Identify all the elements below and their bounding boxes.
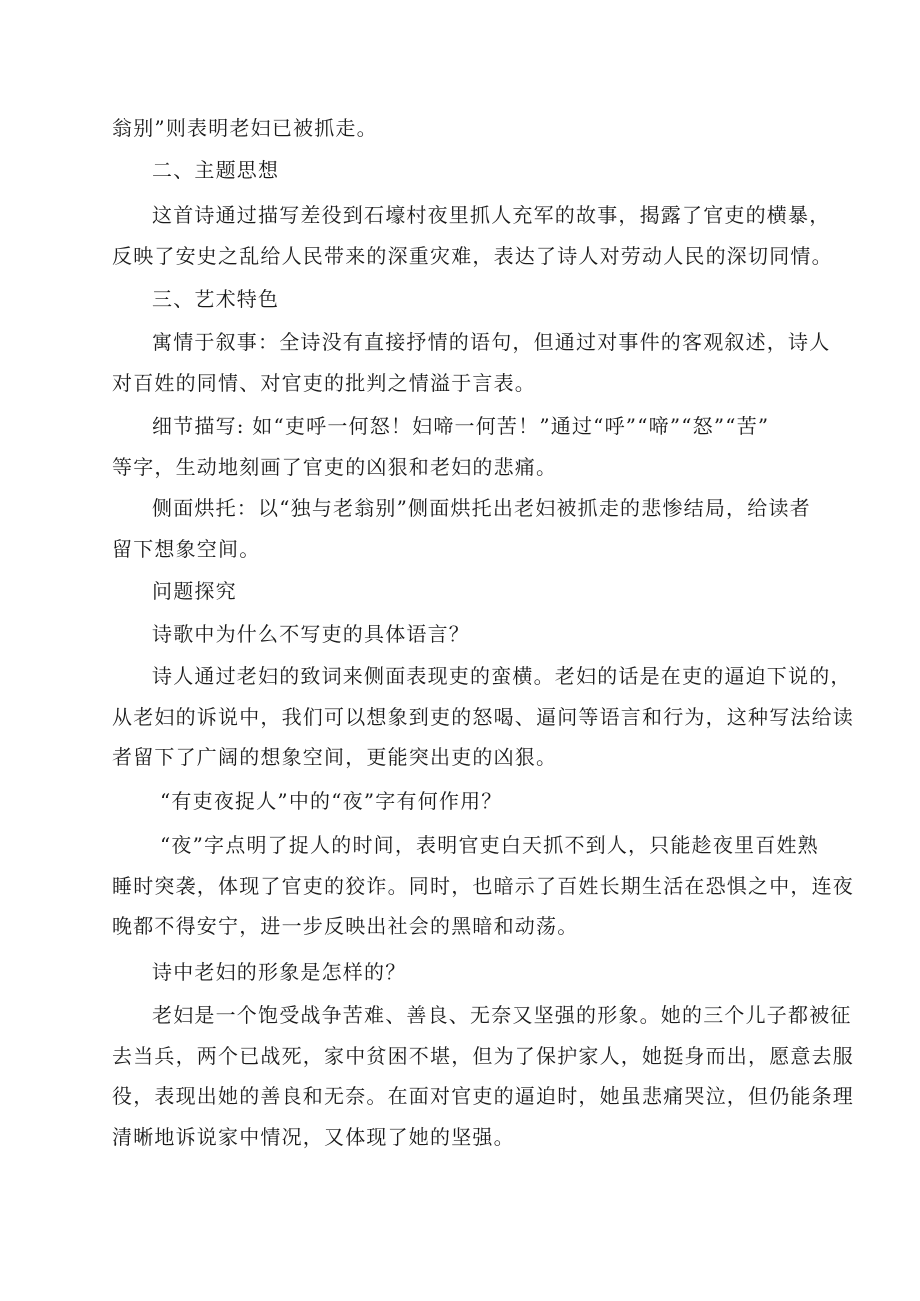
question-text: 诗歌中为什么不写吏的具体语言？ (152, 622, 470, 646)
paragraph-contrast (112, 488, 812, 569)
section-heading-art (112, 279, 852, 320)
paragraph-theme (112, 195, 833, 276)
text-line: 对百姓的同情、对官吏的批判之情溢于言表。 (112, 370, 536, 395)
text-line: 这首诗通过描写差役到石壕村夜里抓人充军的故事，揭露了官吏的横暴， (152, 203, 831, 227)
text-line: 老妇是一个饱受战争苦难、善良、无奈又坚强的形象。她的三个儿子都被征 (152, 1003, 852, 1027)
text-line: 者留下了广阔的想象空间，更能突出吏的凶狠。 (112, 745, 558, 769)
question-2 (112, 781, 860, 822)
heading-text: 三、艺术特色 (152, 287, 280, 311)
text-line: 从老妇的诉说中，我们可以想象到吏的怒喝、逼问等语言和行为，这种写法给读 (112, 704, 854, 729)
heading-text: 问题探究 (152, 579, 237, 603)
answer-2 (112, 825, 854, 947)
answer-3 (112, 995, 854, 1157)
question-1 (112, 614, 852, 655)
text-line: 翁别”则表明老妇已被抓走。 (112, 116, 378, 140)
text-line: 诗人通过老妇的致词来侧面表现吏的蛮横。老妇的话是在吏的逼迫下说的， (152, 664, 852, 688)
text-line: 清晰地诉说家中情况，又体现了她的坚强。 (112, 1124, 515, 1149)
text-line: 侧面烘托：以“独与老翁别”侧面烘托出老妇被抓走的悲惨结局，给读者 (152, 496, 811, 520)
section-heading-theme (112, 150, 852, 191)
text-line: 等字，生动地刻画了官吏的凶狠和老妇的悲痛。 (112, 454, 558, 479)
question-text: “有吏夜捉人”中的“夜”字有何作用？ (160, 789, 503, 813)
text-line: 役，表现出她的善良和无奈。在面对官吏的逼迫时，她虽悲痛哭泣，但仍能条理 (112, 1084, 854, 1108)
paragraph-detail (112, 406, 812, 487)
text-line: 细节描写: 如“吏呼一何怒！妇啼一何苦！”通过“呼”“啼”“怒”“苦” (152, 414, 770, 438)
text-line: 留下想象空间。 (112, 536, 261, 561)
section-heading-inquiry (112, 571, 852, 612)
question-3 (112, 952, 852, 993)
heading-text: 二、主题思想 (152, 158, 280, 182)
text-line: 晚都不得安宁，进一步反映出社会的黑暗和动荡。 (112, 914, 579, 938)
answer-1 (112, 656, 854, 778)
text-line: 反映了安史之乱给人民带来的深重灾难，表达了诗人对劳动人民的深切同情。 (112, 243, 833, 268)
question-text: 诗中老妇的形象是怎样的？ (152, 960, 407, 984)
paragraph-continuation (112, 108, 812, 149)
text-line: 寓情于叙事：全诗没有直接抒情的语句，但通过对事件的客观叙述，诗人 (152, 330, 831, 354)
text-line: 睡时突袭，体现了官吏的狡诈。同时，也暗示了百姓长期生活在恐惧之中，连夜 (112, 873, 854, 898)
text-line: “夜”字点明了捉人的时间，表明官吏白天抓不到人，只能趁夜里百姓熟 (160, 833, 819, 857)
text-line: 去当兵，两个已战死，家中贫困不堪，但为了保护家人，她挺身而出，愿意去服 (112, 1043, 854, 1068)
paragraph-narrative (112, 322, 831, 403)
